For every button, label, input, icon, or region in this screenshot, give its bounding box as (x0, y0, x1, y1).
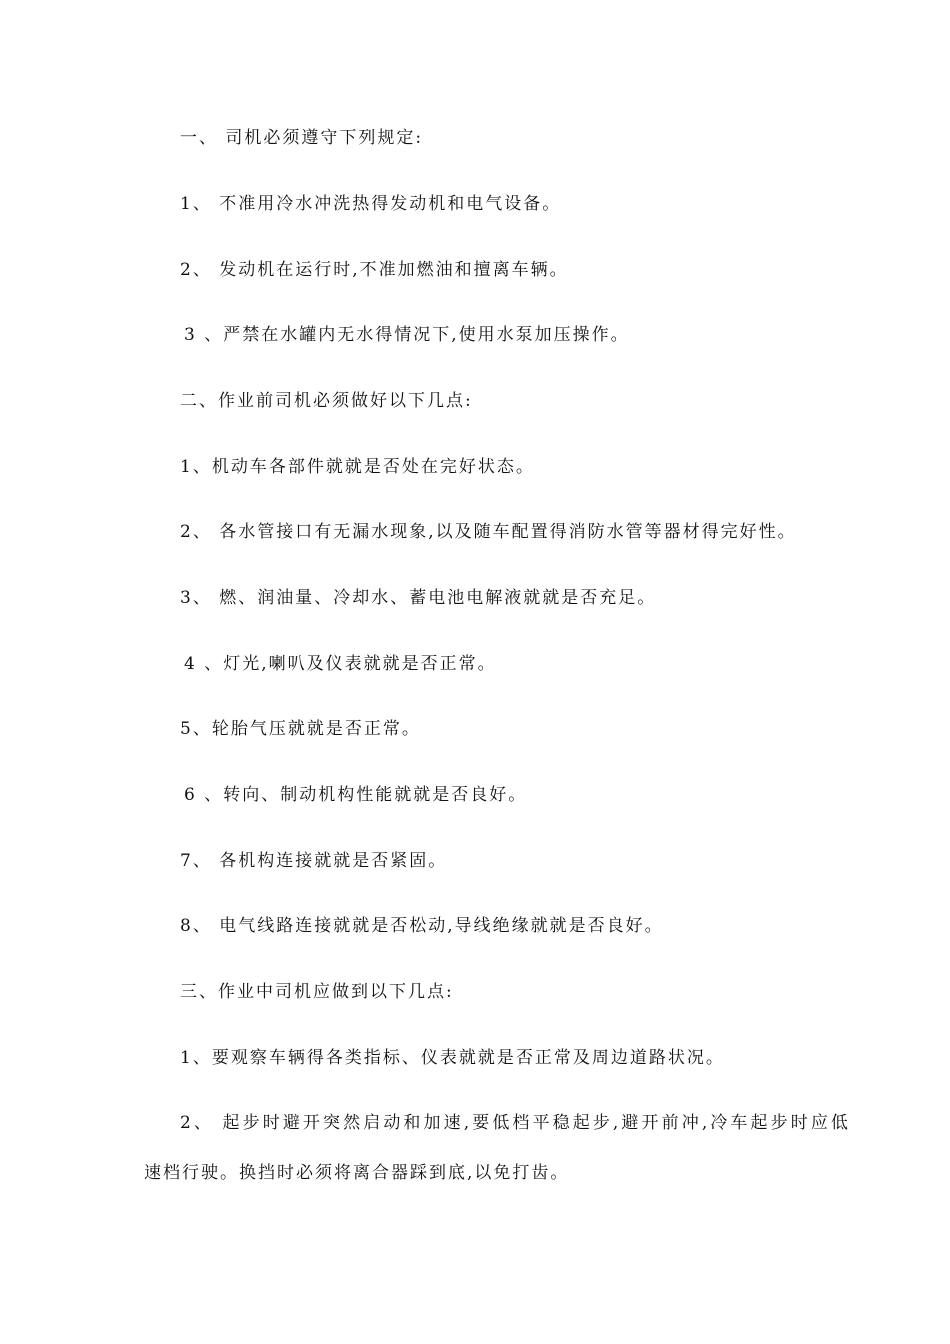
operation-item: 1、要观察车辆得各类指标、仪表就就是否正常及周边道路状况。 (180, 1048, 725, 1068)
section-heading-3: 三、作业中司机应做到以下几点: (180, 982, 454, 1002)
rule-item: 2、 发动机在运行时,不准加燃油和擅离车辆。 (180, 260, 569, 280)
check-item: 8、 电气线路连接就就是否松动,导线绝缘就就是否良好。 (180, 916, 664, 936)
check-item: 6 、转向、制动机构性能就就是否良好。 (184, 785, 528, 805)
check-item: 2、 各水管接口有无漏水现象,以及随车配置得消防水管等器材得完好性。 (180, 522, 797, 542)
check-item: 1、机动车各部件就就是否处在完好状态。 (180, 457, 535, 477)
section-heading-1: 一、 司机必须遵守下列规定: (180, 128, 424, 148)
rule-item: 1、 不准用冷水冲洗热得发动机和电气设备。 (180, 194, 562, 214)
check-item: 5、轮胎气压就就是否正常。 (180, 719, 421, 739)
check-item: 4 、灯光,喇叭及仪表就就是否正常。 (184, 654, 497, 674)
check-item: 7、 各机构连接就就是否紧固。 (180, 851, 448, 871)
operation-item: 2、 起步时避开突然启动和加速,要低档平稳起步,避开前冲,冷车起步时应低 (180, 1113, 852, 1133)
rule-item: 3 、严禁在水罐内无水得情况下,使用水泵加压操作。 (184, 325, 630, 345)
check-item: 3、 燃、润油量、冷却水、蓄电池电解液就就是否充足。 (180, 588, 657, 608)
section-heading-2: 二、作业前司机必须做好以下几点: (180, 391, 473, 411)
operation-item-continuation: 速档行驶。换挡时必须将离合器踩到底,以免打齿。 (144, 1163, 570, 1183)
